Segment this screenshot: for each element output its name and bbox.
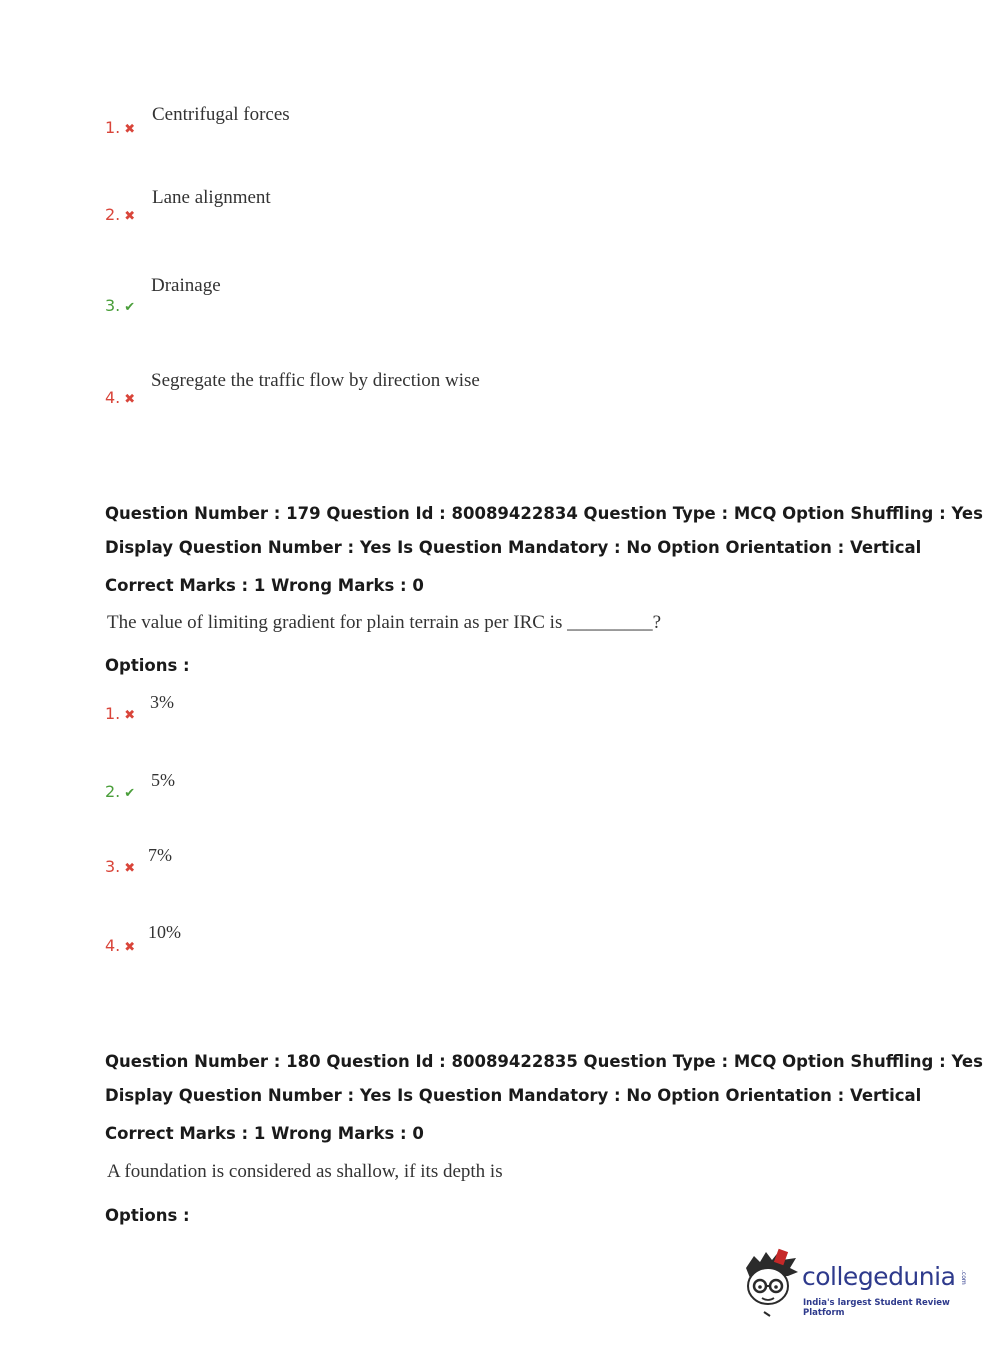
- option-text: 3%: [150, 692, 174, 712]
- option-text: 7%: [148, 845, 172, 865]
- option-text: Drainage: [151, 275, 221, 296]
- question-meta-line: Display Question Number : Yes Is Question Mandatory : No Option Orientation : Vertical: [105, 538, 922, 557]
- options-label: Options :: [105, 1206, 190, 1225]
- option-2: [105, 782, 135, 801]
- wrong-mark-icon: ✖: [124, 861, 136, 876]
- option-text: 5%: [151, 770, 175, 790]
- option-number: 4.: [105, 936, 121, 955]
- option-number: 3.: [105, 296, 121, 315]
- logo-wordmark: collegedunia: [802, 1262, 956, 1291]
- question-meta-line: Question Number : 179 Question Id : 80089422834 Question Type : MCQ Option Shuffling : Yes: [105, 504, 983, 523]
- question-text: A foundation is considered as shallow, if its depth is: [107, 1161, 503, 1182]
- option-text: Centrifugal forces: [152, 104, 290, 125]
- wrong-mark-icon: ✖: [124, 122, 136, 137]
- question-meta-line: Question Number : 180 Question Id : 80089422835 Question Type : MCQ Option Shuffling : Yes: [105, 1052, 983, 1071]
- option-1: [105, 118, 135, 137]
- option-2: [105, 205, 135, 224]
- option-3: [105, 296, 135, 315]
- wrong-mark-icon: ✖: [124, 940, 136, 955]
- question-text: The value of limiting gradient for plain terrain as per IRC is _________?: [107, 612, 662, 633]
- check-mark-icon: ✔: [124, 300, 136, 315]
- option-number: 1.: [105, 118, 121, 137]
- marks-line: Correct Marks : 1 Wrong Marks : 0: [105, 1124, 424, 1143]
- mascot-icon: [740, 1246, 802, 1320]
- check-mark-icon: ✔: [124, 786, 136, 801]
- option-4: [105, 388, 135, 407]
- option-number: 2.: [105, 782, 121, 801]
- option-text: Lane alignment: [152, 187, 271, 208]
- question-meta-line: Display Question Number : Yes Is Question Mandatory : No Option Orientation : Vertical: [105, 1086, 922, 1105]
- wrong-mark-icon: ✖: [124, 209, 136, 224]
- option-text: Segregate the traffic flow by direction wise: [151, 370, 480, 391]
- option-text: 10%: [148, 922, 181, 942]
- option-number: 2.: [105, 205, 121, 224]
- option-4: [105, 936, 135, 955]
- option-number: 1.: [105, 704, 121, 723]
- wrong-mark-icon: ✖: [124, 708, 136, 723]
- option-3: [105, 857, 135, 876]
- logo-domain-suffix: .com: [960, 1270, 967, 1285]
- option-number: 4.: [105, 388, 121, 407]
- options-label: Options :: [105, 656, 190, 675]
- option-1: [105, 704, 135, 723]
- option-number: 3.: [105, 857, 121, 876]
- wrong-mark-icon: ✖: [124, 392, 136, 407]
- logo-tagline: India's largest Student Review Platform: [803, 1298, 950, 1318]
- collegedunia-logo: [740, 1246, 972, 1320]
- marks-line: Correct Marks : 1 Wrong Marks : 0: [105, 576, 424, 595]
